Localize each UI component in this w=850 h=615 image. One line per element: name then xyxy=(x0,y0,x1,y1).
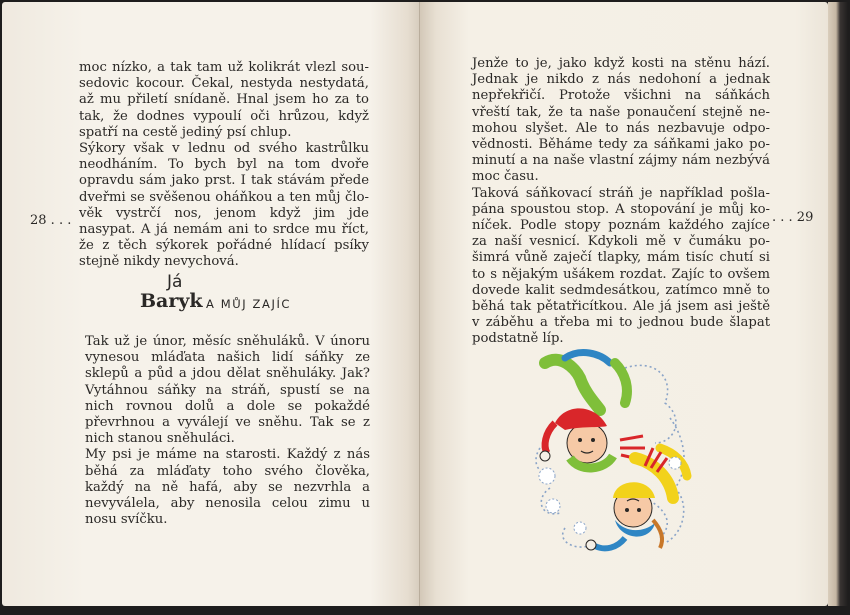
paragraph: Jenže to je, jako když kosti na stěnu hází. Jednak je nikdo z nás nedohoní a jednak nepřekřičí. Protože všichni na sáňkách vřeští tak, že ta naše ponaučení stejně ne-mohou slyšet. Ale to nás nezbavuje odpo-vědnosti. Běháme tedy za sáňkami jako po-minutí a na naše vlastní zájmy nám nezbývá moc času. xyxy=(472,56,770,185)
child-red-hat xyxy=(540,353,645,468)
page-number-left: 28 . . . xyxy=(30,213,72,228)
heading-subtitle: A MŮJ ZAJÍC xyxy=(206,297,292,311)
heading-ja: Já xyxy=(167,272,183,292)
paragraph: Tak už je únor, měsíc sněhuláků. V únoru vynesou mláďata našich lidí sáňky ze sklepů a půd a jdou dělat sněhuláky. Jak? Vytáhnou sáňky na stráň, spustí se na nich rovnou dolů a dole se pokaždé převrhnou a vyválejí ve sněhu. Tak se z nich stanou sněhuláci. xyxy=(85,334,370,447)
illustration-svg xyxy=(525,348,695,558)
page-edge xyxy=(828,2,848,606)
paragraph: Taková sáňkovací stráň je například pošla-pána spoustou stop. A stopování je můj ko-níček. Podle stopy poznám každého zajíce za naší vesnicí. Kdykoli mě v čumáku po-šimrá vůně zaječí tlapky, mám tisíc chutí si to s nějakým ušákem rozdat. Zajíc to ovšem dovede kalit sedmdesátkou, zatímco mně to běhá tak pětatřicítkou. Ale já jsem asi ještě v záběhu a třeba mi to jednou bude šlapat podstatně líp. xyxy=(472,185,770,347)
page-number-right: . . . 29 xyxy=(772,210,814,225)
paragraph: My psi je máme na starosti. Každý z nás běhá za mláďaty toho svého člověka, každý na ně hafá, aby se nezvrhla a nevyválela, aby nenosila celou zimu u nosu svíčku. xyxy=(85,447,370,528)
children-on-sled-illustration xyxy=(525,348,695,558)
paragraph: Sýkory však v lednu od svého kastrůlku neodháním. To bych byl na tom dvoře opravdu sám jako prst. I tak stávám přede dveřmi se svěšenou oháňkou a ten můj člo-věk vystrčí nos, jenom když jim jde nasypat. A já nemám ani to srdce mu říct, že z těch sýkorek pořádné hlídací psíky stejně nikdy nevychová. xyxy=(79,141,369,270)
left-page-text-bottom xyxy=(85,334,370,528)
right-page-text xyxy=(472,56,770,348)
left-page-text-top xyxy=(79,60,369,271)
chapter-heading xyxy=(140,272,360,322)
heading-baryk: Baryk xyxy=(140,290,203,312)
paragraph: moc nízko, a tak tam už kolikrát vlezl sou-sedovic kocour. Čekal, nestyda nestydatá, až mu přiletí snídaně. Hnal jsem ho za to tak, že dodnes vypoulí oči hrůzou, když spatří na cestě jediný psí chlup. xyxy=(79,60,369,140)
